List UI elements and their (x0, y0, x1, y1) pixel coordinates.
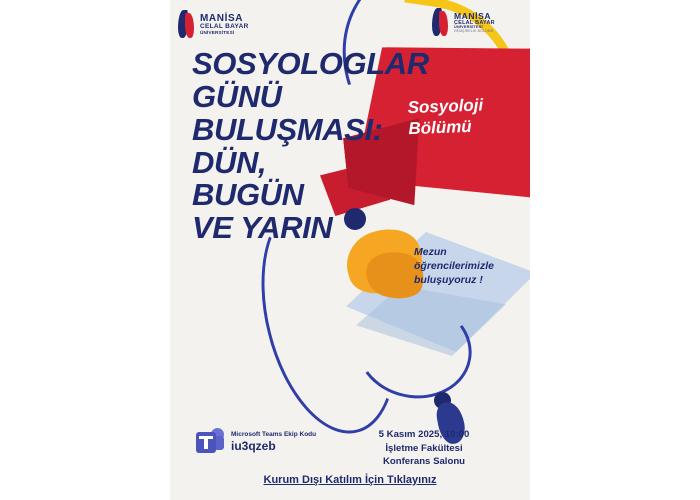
event-venue-line2: Konferans Salonu (382, 456, 466, 468)
logo-right-line1: MANİSA (454, 11, 492, 22)
department-badge (407, 94, 530, 140)
headline-line-6: VE YARIN (192, 210, 333, 246)
department-badge-line1: Sosyoloji (407, 95, 484, 118)
microsoft-teams-icon (196, 428, 224, 456)
headline-line-4: DÜN, (192, 144, 267, 180)
alumni-message: Mezun öğrencilerimizle buluşuyoruz ! (414, 246, 494, 287)
university-flame-icon-right (432, 8, 450, 38)
logo-left-line2: CELAL BAYAR (200, 23, 249, 31)
logo-left-line1: MANİSA (200, 13, 244, 25)
logo-right-line2: CELAL BAYAR (454, 19, 495, 26)
university-flame-icon (178, 10, 196, 40)
event-datetime: 5 Kasım 2025, 10:00 (378, 429, 470, 440)
university-logo-right (432, 8, 495, 38)
logo-right-line3: ÜNİVERSİTESİ (454, 25, 483, 30)
headline-line-2: GÜNÜ (192, 78, 282, 114)
logo-right-line4: HEMŞİRELİK BÖLÜMÜ (454, 29, 494, 34)
university-logo-right-text (454, 12, 495, 34)
headline-line-1: SOSYOLOGLAR (192, 46, 429, 81)
event-poster (170, 0, 530, 500)
teams-code-value: iu3qzeb (231, 438, 276, 453)
external-participation-link[interactable]: Kurum Dışı Katılım İçin Tıklayınız (263, 474, 437, 486)
headline-line-3: BULUŞMASI: (192, 111, 383, 147)
teams-code-label: Microsoft Teams Ekip Kodu (231, 430, 317, 438)
headline-line-5: BUGÜN (192, 177, 304, 213)
event-details (338, 428, 510, 469)
university-logo-left (178, 10, 249, 40)
logo-left-line3: ÜNİVERSİTESİ (200, 30, 235, 36)
department-badge-line2: Bölümü (408, 116, 472, 138)
event-venue-line1: İşletme Fakültesi (385, 442, 463, 454)
teams-labels (231, 431, 316, 454)
university-logo-left-text (200, 14, 249, 36)
poster-headline (192, 46, 429, 246)
teams-join-info[interactable] (196, 428, 316, 456)
